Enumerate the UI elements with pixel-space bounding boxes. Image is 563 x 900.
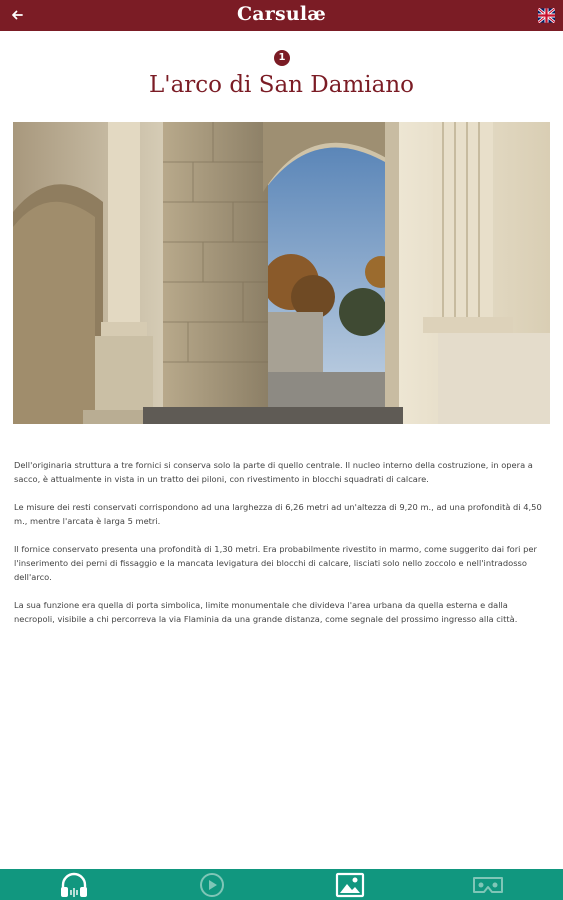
article-body	[14, 458, 544, 640]
page-title: L'arco di San Damiano	[148, 72, 415, 98]
nav-audio-button[interactable]	[44, 869, 104, 900]
vr-headset-icon	[471, 874, 505, 896]
nav-vr-button[interactable]	[458, 869, 518, 900]
paragraph: Le misure dei resti conservati corrispondono ad una larghezza di 6,26 metri ad un'altezza di 9,20 m., ad una profondità di 4,50 m., mentre l'arcata è larga 5 metri.	[14, 502, 542, 526]
uk-flag-icon	[538, 8, 555, 23]
app-title: Carsulæ	[236, 3, 327, 25]
paragraph: Dell'originaria struttura a tre fornici si conserva solo la parte di quello centrale. Il nucleo interno della costruzione, in opera a sacco, è attualmente in vista in un tratto dei piloni, con rivestimento in blocchi squadrati di calcare.	[14, 460, 533, 484]
gallery-icon	[335, 872, 365, 898]
poi-number-badge: 1	[274, 50, 290, 66]
nav-video-button[interactable]	[182, 869, 242, 900]
headphones-icon	[59, 872, 89, 898]
play-circle-icon	[199, 872, 225, 898]
hero-image[interactable]	[13, 122, 550, 424]
bottom-navigation	[0, 869, 563, 900]
paragraph: La sua funzione era quella di porta simbolica, limite monumentale che divideva l'area urbana da quella esterna e dalla necropoli, visibile a chi percorreva la via Flaminia da una grande distanza, come segnale del prossimo ingresso alla città.	[14, 600, 518, 624]
app-bar	[0, 0, 563, 31]
language-button[interactable]	[538, 8, 555, 23]
nav-gallery-button[interactable]	[320, 869, 380, 900]
paragraph: Il fornice conservato presenta una profondità di 1,30 metri. Era probabilmente rivestito in marmo, come suggerito dai fori per l'inserimento dei perni di fissaggio e la mancata levigatura dei blocchi di calcare, lisciati solo nello zoccolo e nell'intradosso dell'arco.	[14, 544, 537, 582]
arch-illustration	[13, 122, 550, 424]
